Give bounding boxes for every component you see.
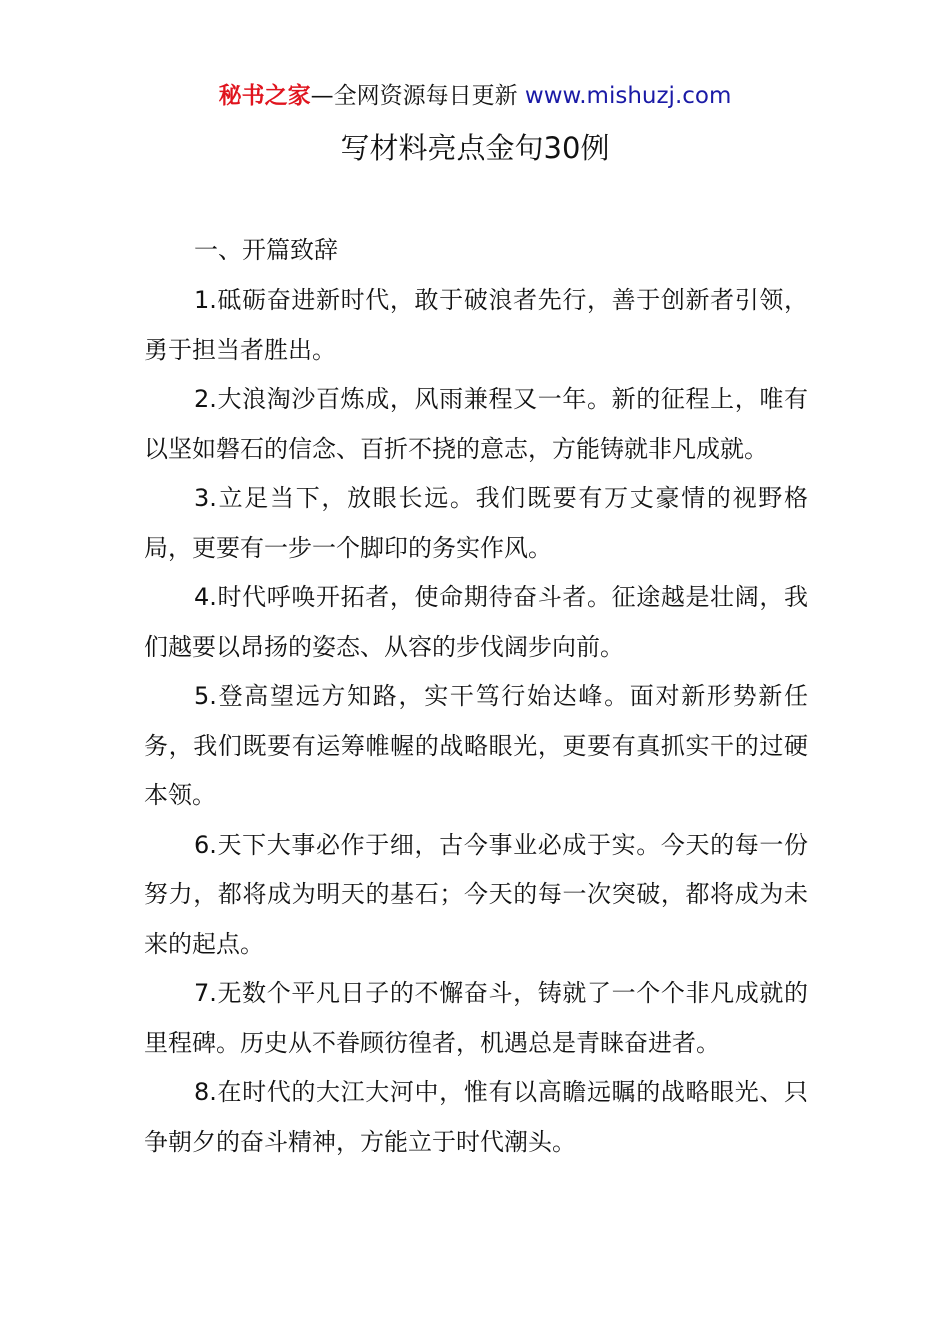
quote-paragraph-8: 8.在时代的大江大河中，惟有以高瞻远瞩的战略眼光、只争朝夕的奋斗精神，方能立于时代潮头。: [144, 1078, 808, 1156]
quote-paragraph-3: 3.立足当下，放眼长远。我们既要有万丈豪情的视野格局，更要有一步一个脚印的务实作风。: [144, 484, 808, 562]
document-title: 写材料亮点金句30例: [340, 131, 610, 165]
quote-paragraph-2: 2.大浪淘沙百炼成，风雨兼程又一年。新的征程上，唯有以坚如磐石的信念、百折不挠的意志，方能铸就非凡成就。: [144, 385, 808, 463]
site-header: [0, 80, 950, 112]
quote-paragraph-6: 6.天下大事必作于细，古今事业必成于实。今天的每一份努力，都将成为明天的基石；今天的每一次突破，都将成为未来的起点。: [144, 830, 808, 958]
quote-paragraph-5: 5.登高望远方知路，实干笃行始达峰。面对新形势新任务，我们既要有运筹帷幄的战略眼光，更要有真抓实干的过硬本领。: [144, 682, 808, 809]
header-slogan: —全网资源每日更新: [310, 83, 525, 109]
quote-paragraph-7: 7.无数个平凡日子的不懈奋斗，铸就了一个个非凡成就的里程碑。历史从不眷顾彷徨者，机遇总是青睐奋进者。: [144, 979, 808, 1057]
quote-paragraph-1: 1.砥砺奋进新时代，敢于破浪者先行，善于创新者引领，勇于担当者胜出。: [144, 286, 808, 364]
brand-name: 秘书之家: [218, 83, 311, 109]
section-heading: 一、开篇致辞: [194, 236, 338, 264]
document-body: [144, 226, 808, 1167]
quote-paragraph-4: 4.时代呼唤开拓者，使命期待奋斗者。征途越是壮阔，我们越要以昂扬的姿态、从容的步伐阔步向前。: [144, 583, 808, 661]
site-url-link[interactable]: www.mishuzj.com: [524, 83, 732, 109]
